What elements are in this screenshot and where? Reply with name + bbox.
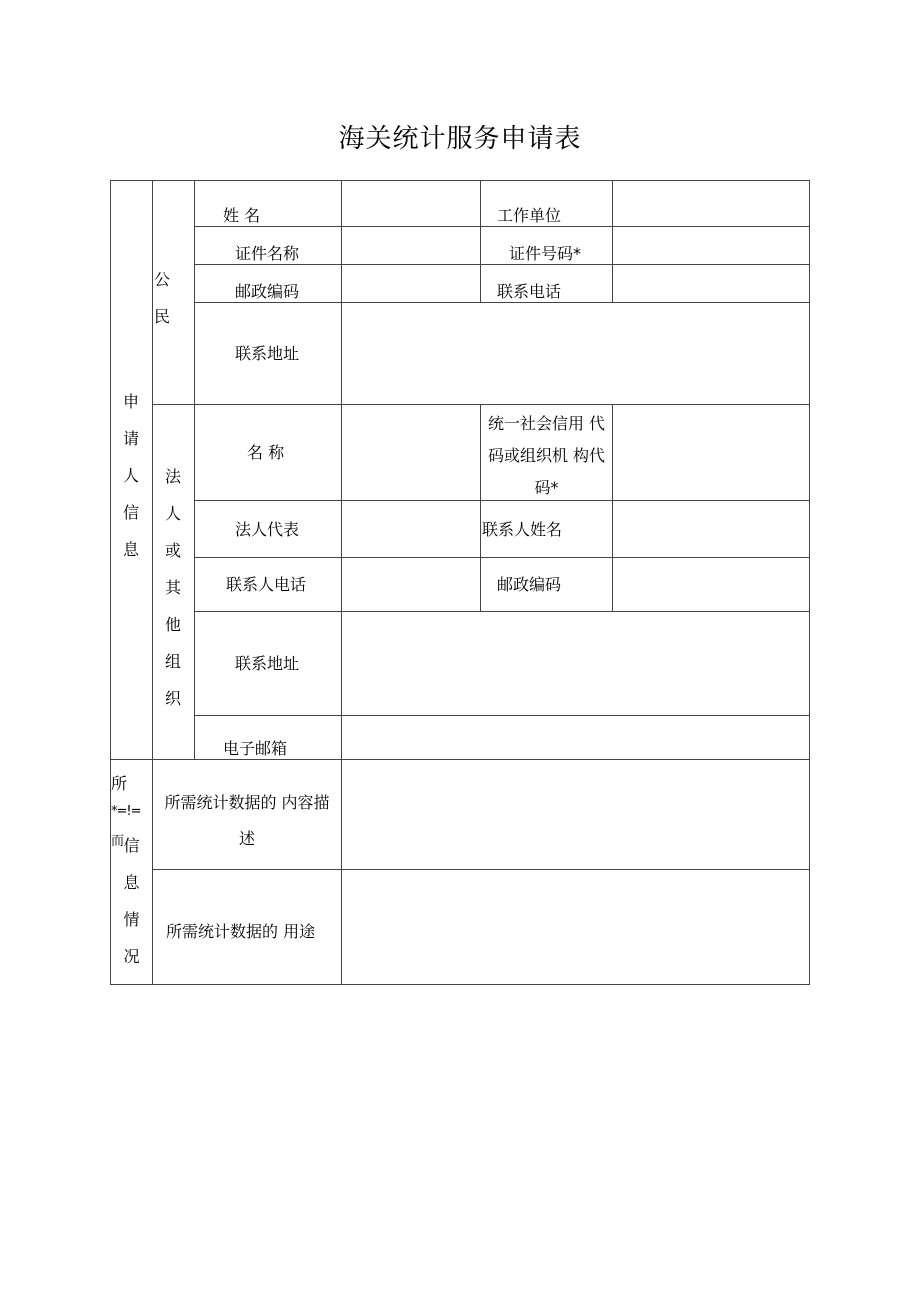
address-field[interactable] [342, 303, 809, 404]
grid-line [194, 180, 195, 760]
label-line: *=!=而 [111, 804, 141, 849]
credit-code-label [481, 408, 612, 504]
label-char: 织 [164, 689, 181, 708]
address-label: 联系地址 [235, 344, 300, 363]
label-char: 信 [122, 503, 139, 522]
org-postal-code-field[interactable] [613, 558, 809, 611]
contact-phone-field[interactable] [342, 558, 480, 611]
postal-code-field[interactable] [342, 265, 480, 302]
citizen-label [152, 261, 172, 335]
contact-name-field[interactable] [613, 501, 809, 557]
label-char: 申 [122, 392, 139, 411]
content-description-label-line: 述 [238, 829, 255, 848]
label-char: 民 [153, 307, 170, 326]
id-number-label: 证件号码* [509, 244, 582, 263]
label-line: 况 [123, 947, 140, 966]
label-line: 所 [111, 774, 128, 793]
label-char: 他 [164, 615, 181, 634]
name-label: 姓 名 [223, 206, 261, 225]
label-char: 公 [153, 270, 170, 289]
credit-code-label-line: 码* [534, 478, 559, 497]
label-char: 或 [164, 541, 181, 560]
contact-name-label: 联系人姓名 [482, 520, 563, 539]
email-field[interactable] [342, 716, 809, 759]
label-char: 法 [164, 467, 181, 486]
label-char: 请 [122, 429, 139, 448]
grid-line [480, 180, 481, 303]
table-border-right [809, 180, 810, 985]
label-char: 人 [164, 504, 181, 523]
label-line: 息 [123, 873, 140, 892]
postal-code-label: 邮政编码 [235, 282, 300, 301]
org-name-field[interactable] [342, 405, 480, 500]
legal-rep-label: 法人代表 [235, 520, 300, 539]
label-char: 其 [164, 578, 181, 597]
credit-code-label-line: 统一社会信用 代 [487, 414, 606, 433]
label-char: 组 [164, 652, 181, 671]
label-line: 情 [123, 910, 140, 929]
content-description-label [153, 785, 341, 857]
usage-field[interactable] [342, 870, 809, 984]
page-title: 海关统计服务申请表 [338, 124, 582, 154]
name-field[interactable] [342, 181, 480, 226]
phone-label: 联系电话 [497, 282, 562, 301]
org-address-label: 联系地址 [235, 654, 300, 673]
contact-phone-label: 联系人电话 [226, 575, 307, 594]
content-description-field[interactable] [342, 760, 809, 869]
label-char: 息 [122, 540, 139, 559]
work-unit-label: 工作单位 [497, 206, 562, 225]
credit-code-label-line: 码或组织机 构代 [487, 446, 606, 465]
table-border-bottom [110, 984, 810, 985]
phone-field[interactable] [613, 265, 809, 302]
id-type-label: 证件名称 [235, 244, 300, 263]
org-postal-code-label: 邮政编码 [497, 575, 562, 594]
required-info-label [111, 771, 152, 975]
applicant-info-label [110, 383, 152, 568]
work-unit-field[interactable] [613, 181, 809, 226]
label-line: 信 [123, 836, 140, 855]
legal-rep-field[interactable] [342, 501, 480, 557]
email-label: 电子邮箱 [223, 739, 288, 758]
org-address-field[interactable] [342, 612, 809, 715]
content-description-label-line: 所需统计数据的 内容描 [164, 793, 330, 812]
credit-code-field[interactable] [613, 405, 809, 500]
label-char: 人 [122, 466, 139, 485]
org-name-label: 名 称 [247, 443, 285, 462]
usage-label: 所需统计数据的 用途 [166, 922, 316, 941]
id-type-field[interactable] [342, 227, 480, 264]
organization-label [152, 458, 194, 717]
id-number-field[interactable] [613, 227, 809, 264]
